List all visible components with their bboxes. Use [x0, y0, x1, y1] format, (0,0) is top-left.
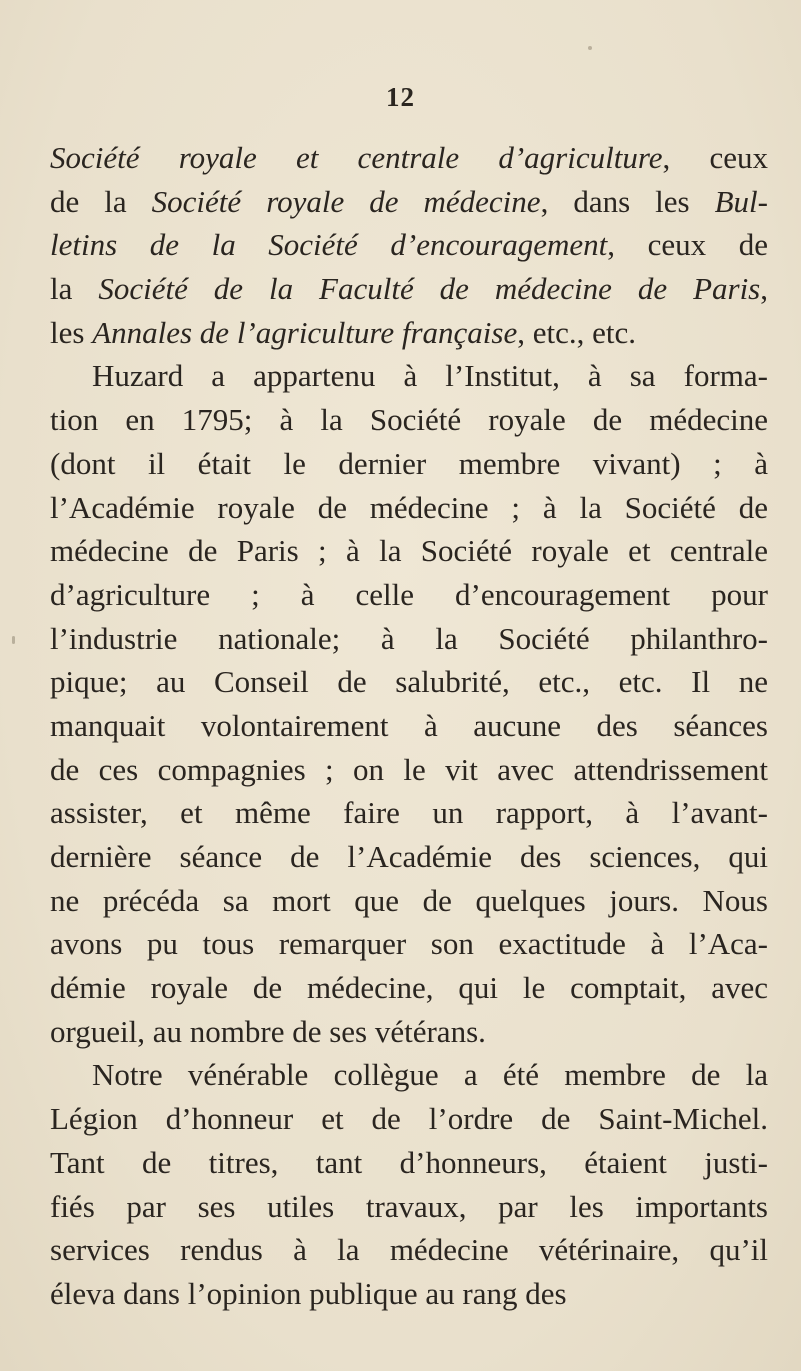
text-segment: Notre vénérable collègue a été membre de la [92, 1057, 768, 1093]
text-line [50, 529, 768, 573]
text-line [50, 1010, 768, 1054]
paper-speck [588, 46, 592, 50]
text-segment: l’industrie nationale; à la Société philanthro- [50, 620, 768, 656]
text-segment: , dans les [540, 183, 715, 219]
text-segment: dernière séance de l’Académie des sciences, qui [50, 839, 768, 874]
text-line [50, 748, 768, 792]
paper-speck [12, 636, 15, 644]
text-segment: services rendus à la médecine vétérinaire, qu’il [50, 1232, 768, 1268]
text-segment: de la [50, 183, 152, 219]
text-line [50, 573, 768, 617]
text-line [50, 966, 768, 1010]
text-line [50, 1228, 768, 1272]
italic-text: letins de la Société d’encouragement [50, 227, 608, 263]
text-segment: la [50, 271, 99, 307]
text-line [50, 486, 768, 530]
text-line [50, 704, 768, 748]
text-segment: , ceux [662, 140, 768, 175]
text-segment: l’Académie royale de médecine ; à la Société de [50, 489, 768, 525]
text-line [50, 922, 768, 966]
italic-text: Société royale et centrale d’agriculture [50, 140, 663, 175]
text-segment: (dont il était le dernier membre vivant) ; à [50, 445, 768, 481]
text-line [50, 1185, 768, 1229]
text-line [50, 835, 768, 879]
text-line [50, 267, 768, 311]
text-segment: d’agriculture ; à celle d’encouragement pour [50, 576, 768, 612]
text-line [50, 398, 768, 442]
text-segment: tion en 1795; à la Société royale de médecine [50, 402, 768, 438]
text-line [50, 660, 768, 704]
text-segment: de ces compagnies ; on le vit avec attendrissement [50, 751, 768, 787]
text-segment: Huzard a appartenu à l’Institut, à sa forma- [92, 358, 768, 394]
text-segment: médecine de Paris ; à la Société royale et centrale [50, 533, 768, 569]
text-line [50, 1053, 768, 1097]
text-segment: , ceux de [607, 227, 768, 263]
text-segment: éleva dans l’opinion publique au rang des [50, 1275, 567, 1311]
text-segment: manquait volontairement à aucune des séances [50, 707, 768, 743]
text-segment: ne précéda sa mort que de quelques jours. Nous [50, 882, 768, 918]
text-line [50, 1097, 768, 1141]
text-segment: pique; au Conseil de salubrité, etc., etc. Il ne [50, 664, 768, 700]
text-segment: assister, et même faire un rapport, à l’avant- [50, 795, 768, 831]
text-line [50, 136, 768, 180]
text-line [50, 1141, 768, 1185]
text-segment: orgueil, au nombre de ses vétérans. [50, 1013, 486, 1049]
text-line [50, 180, 768, 224]
body-text [50, 136, 768, 1316]
text-line [50, 791, 768, 835]
italic-text: Annales de l’agriculture française [92, 314, 518, 350]
page-number: 12 [386, 82, 415, 112]
text-segment: avons pu tous remarquer son exactitude à l’Aca- [50, 926, 768, 962]
text-segment: fiés par ses utiles travaux, par les importants [50, 1188, 768, 1224]
text-line [50, 442, 768, 486]
text-segment: Tant de titres, tant d’honneurs, étaient justi- [50, 1144, 768, 1180]
text-line [50, 354, 768, 398]
text-line [50, 617, 768, 661]
text-segment: les [50, 314, 93, 350]
text-line [50, 311, 768, 355]
text-line [50, 1272, 768, 1316]
text-line [50, 879, 768, 923]
text-segment: Légion d’honneur et de l’ordre de Saint-Michel. [50, 1101, 768, 1137]
text-segment: , etc., etc. [517, 314, 636, 350]
text-line [50, 223, 768, 267]
text-segment: démie royale de médecine, qui le comptait, avec [50, 970, 768, 1006]
italic-text: Bul- [714, 183, 768, 219]
italic-text: Société royale de médecine [151, 183, 541, 219]
italic-text: Société de la Faculté de médecine de Paris [98, 271, 761, 307]
text-segment: , [760, 271, 768, 307]
